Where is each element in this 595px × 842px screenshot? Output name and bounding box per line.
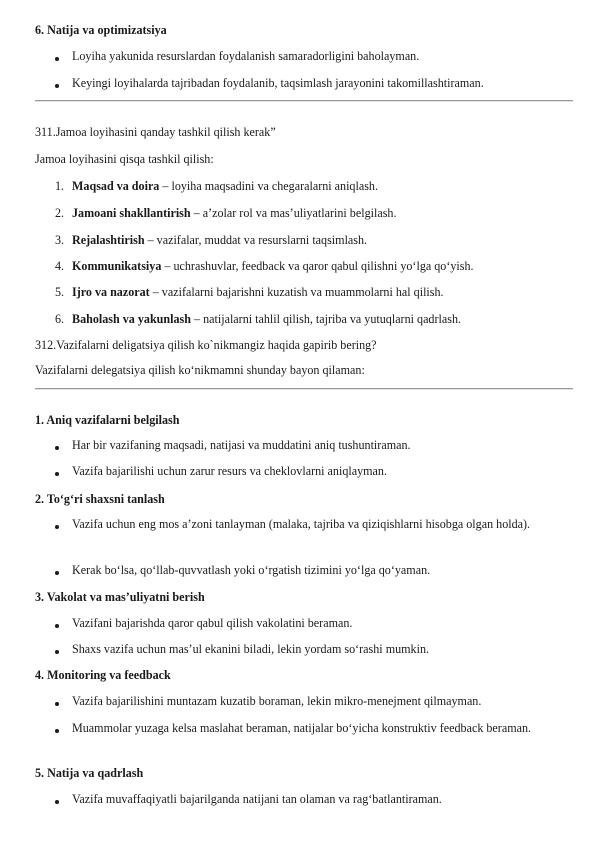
step-text: – natijalarni tahlil qilish, tajriba va yutuqlarni qadrlash. (190, 312, 462, 326)
bullet-text: Kerak bo‘lsa, qo‘llab-quvvatlash yoki o‘rgatish tizimini yo‘lga qo‘yaman. (72, 563, 431, 577)
bullet-text: Muammolar yuzaga kelsa maslahat beraman, natijalar bo‘yicha konstruktiv feedback beraman. (72, 721, 532, 735)
step-text: – loyiha maqsadini va chegaralarni aniqlash. (159, 179, 378, 193)
step-term: Ijro va nazorat (72, 285, 150, 299)
bullet-dot (55, 57, 59, 61)
horizontal-rule (35, 388, 573, 390)
section-heading: 1. Aniq vazifalarni belgilash (35, 413, 180, 427)
bullet-text: Shaxs vazifa uchun mas’ul ekanini biladi, lekin yordam so‘rashi mumkin. (72, 642, 430, 656)
step-number: 5. (55, 285, 65, 299)
bullet-dot (55, 800, 59, 804)
step-item (72, 259, 474, 274)
step-term: Maqsad va doira (72, 179, 160, 193)
step-number: 6. (55, 312, 65, 326)
section-heading: 4. Monitoring va feedback (35, 668, 171, 682)
bullet-dot (55, 472, 59, 476)
bullet-dot (55, 650, 59, 654)
section-heading: 2. To‘g‘ri shaxsni tanlash (35, 492, 165, 506)
step-number: 3. (55, 233, 65, 247)
bullet-text: Vazifa bajarilishi uchun zarur resurs va cheklovlarni aniqlayman. (72, 464, 387, 478)
step-text: – a’zolar rol va mas’uliyatlarini belgilash. (190, 206, 397, 220)
step-item (72, 312, 461, 327)
step-number: 2. (55, 206, 65, 220)
question-311: 311.Jamoa loyihasini qanday tashkil qilish kerak” (35, 125, 276, 139)
answer-intro: Vazifalarni delegatsiya qilish ko‘nikmamni shunday bayon qilaman: (35, 363, 365, 377)
step-term: Kommunikatsiya (72, 259, 162, 273)
bullet-text: Vazifa muvaffaqiyatli bajarilganda natijani tan olaman va rag‘batlantiraman. (72, 792, 442, 806)
section-heading: 6. Natija va optimizatsiya (35, 23, 167, 37)
bullet-text: Har bir vazifaning maqsadi, natijasi va muddatini aniq tushuntiraman. (72, 438, 411, 452)
bullet-text: Vazifani bajarishda qaror qabul qilish vakolatini beraman. (72, 616, 353, 630)
step-term: Baholash va yakunlash (72, 312, 191, 326)
answer-intro: Jamoa loyihasini qisqa tashkil qilish: (35, 152, 214, 166)
step-item (72, 206, 397, 221)
bullet-dot (55, 624, 59, 628)
step-number: 4. (55, 259, 65, 273)
step-number: 1. (55, 179, 65, 193)
step-text: – uchrashuvlar, feedback va qaror qabul qilishni yo‘lga qo‘yish. (161, 259, 474, 273)
bullet-dot (55, 571, 59, 575)
step-text: – vazifalarni bajarishni kuzatish va muammolarni hal qilish. (149, 285, 444, 299)
bullet-dot (55, 446, 59, 450)
step-item (72, 233, 367, 248)
step-text: – vazifalar, muddat va resurslarni taqsimlash. (144, 233, 368, 247)
step-item (72, 285, 444, 300)
bullet-text: Vazifa bajarilishini muntazam kuzatib boraman, lekin mikro-menejment qilmayman. (72, 694, 482, 708)
step-term: Rejalashtirish (72, 233, 145, 247)
step-term: Jamoani shakllantirish (72, 206, 191, 220)
section-heading: 3. Vakolat va mas’uliyatni berish (35, 590, 205, 604)
bullet-dot (55, 525, 59, 529)
section-heading: 5. Natija va qadrlash (35, 766, 144, 780)
horizontal-rule (35, 100, 573, 102)
bullet-dot (55, 84, 59, 88)
question-312: 312.Vazifalarni deligatsiya qilish ko`nikmangiz haqida gapirib bering? (35, 338, 377, 352)
bullet-text: Keyingi loyihalarda tajribadan foydalanib, taqsimlash jarayonini takomillashtiraman. (72, 76, 484, 90)
bullet-dot (55, 729, 59, 733)
bullet-text: Loyiha yakunida resurslardan foydalanish samaradorligini baholayman. (72, 49, 420, 63)
bullet-text: Vazifa uchun eng mos a’zoni tanlayman (malaka, tajriba va qiziqishlarni hisobga olgan holda). (72, 517, 531, 531)
step-item (72, 179, 378, 194)
bullet-dot (55, 702, 59, 706)
